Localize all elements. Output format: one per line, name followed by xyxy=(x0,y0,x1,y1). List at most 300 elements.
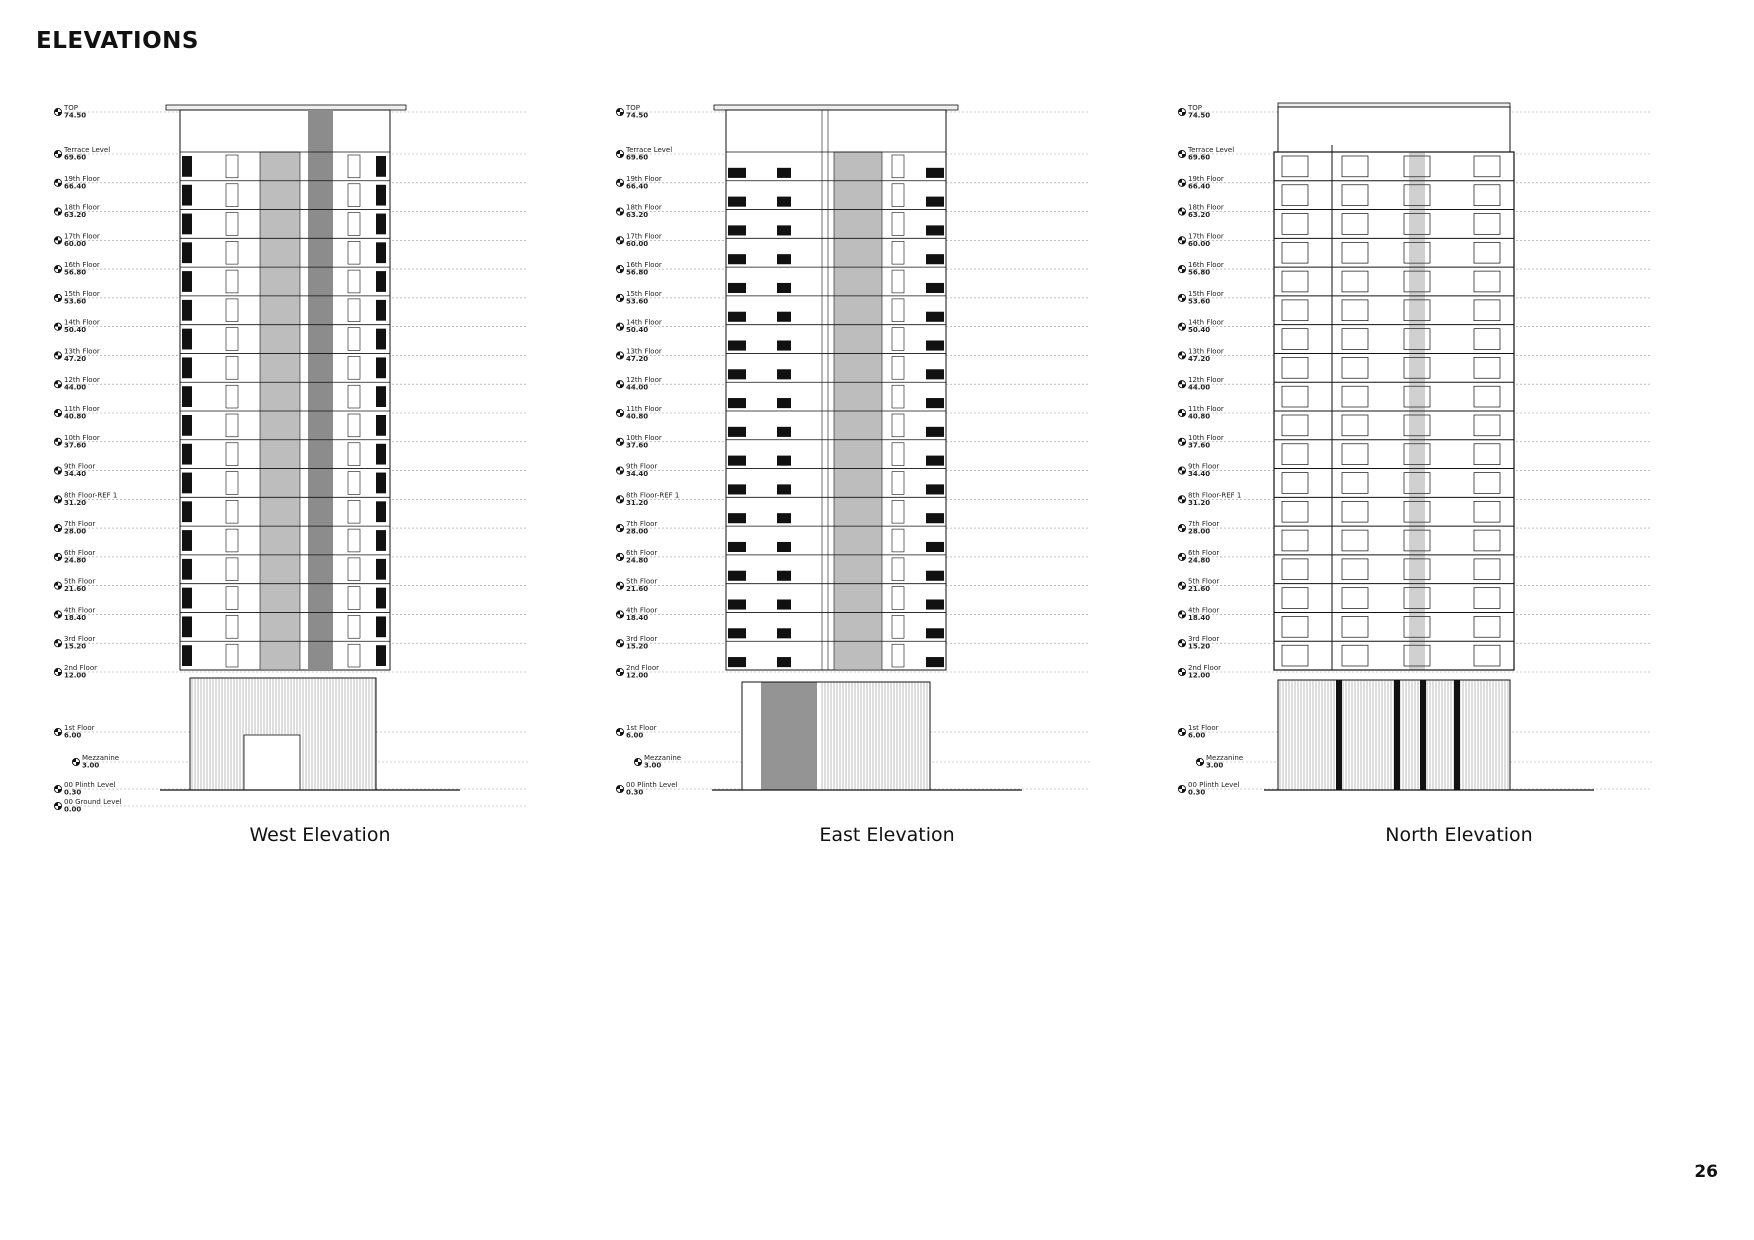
window-left xyxy=(728,456,746,466)
window-right xyxy=(926,513,944,523)
window-mid xyxy=(777,571,791,581)
window-pane xyxy=(1404,386,1430,407)
window-pane xyxy=(1342,645,1368,666)
level-elevation: 12.00 xyxy=(1188,671,1211,680)
level-name: 10th Floor xyxy=(1188,433,1224,442)
window-pane xyxy=(1404,271,1430,292)
balcony-panel xyxy=(226,443,238,466)
roof-slab xyxy=(1278,103,1510,107)
window-mid xyxy=(777,369,791,379)
balcony-panel xyxy=(892,443,904,466)
balcony-panel xyxy=(226,299,238,322)
window-pane xyxy=(1404,473,1430,494)
balcony-panel xyxy=(348,500,360,523)
window-left xyxy=(182,415,192,436)
window-left xyxy=(728,484,746,494)
window-pane xyxy=(1342,501,1368,522)
window-left xyxy=(182,473,192,494)
window-pane xyxy=(1342,214,1368,235)
window-pane xyxy=(1282,329,1308,350)
window-left xyxy=(182,444,192,465)
level-name: 19th Floor xyxy=(626,174,662,183)
level-name: 12th Floor xyxy=(1188,376,1224,385)
level-elevation: 12.00 xyxy=(626,671,649,680)
balcony-panel xyxy=(226,500,238,523)
window-mid xyxy=(777,628,791,638)
window-right xyxy=(376,357,386,378)
window-left xyxy=(728,197,746,207)
window-pane xyxy=(1282,588,1308,609)
west-elevation-caption: West Elevation xyxy=(249,824,391,846)
window-mid xyxy=(777,513,791,523)
window-right xyxy=(926,657,944,667)
window-pane xyxy=(1474,329,1500,350)
level-elevation: 34.40 xyxy=(64,470,87,479)
window-pane xyxy=(1282,530,1308,551)
level-elevation: 44.00 xyxy=(626,383,649,392)
balcony-panel xyxy=(226,155,238,178)
level-name: 8th Floor-REF 1 xyxy=(64,491,118,500)
balcony-panel xyxy=(348,615,360,638)
level-name: 16th Floor xyxy=(64,261,100,270)
balcony-panel xyxy=(892,385,904,408)
window-right xyxy=(376,473,386,494)
level-elevation: 56.80 xyxy=(1188,268,1211,277)
balcony-panel xyxy=(892,241,904,264)
level-elevation: 63.20 xyxy=(1188,211,1211,220)
level-name: 11th Floor xyxy=(64,405,100,413)
level-name: 19th Floor xyxy=(1188,174,1224,183)
level-name: 3rd Floor xyxy=(1188,635,1220,644)
level-name: 1st Floor xyxy=(626,724,657,732)
level-name: 11th Floor xyxy=(626,405,662,413)
level-elevation: 28.00 xyxy=(64,527,87,536)
window-mid xyxy=(777,283,791,293)
balcony-panel xyxy=(226,644,238,667)
level-name: 14th Floor xyxy=(1188,318,1224,327)
window-pane xyxy=(1404,242,1430,263)
window-pane xyxy=(1404,530,1430,551)
window-pane xyxy=(1474,214,1500,235)
window-left xyxy=(728,312,746,322)
balcony-panel xyxy=(348,529,360,552)
balcony-panel xyxy=(226,472,238,495)
window-left xyxy=(182,530,192,551)
window-left xyxy=(182,645,192,666)
window-right xyxy=(376,185,386,206)
window-pane xyxy=(1404,444,1430,465)
window-pane xyxy=(1282,386,1308,407)
level-name: 12th Floor xyxy=(64,376,100,385)
balcony-panel xyxy=(348,270,360,293)
level-elevation: 31.20 xyxy=(64,498,87,507)
podium-column xyxy=(1336,680,1342,790)
level-elevation: 63.20 xyxy=(64,211,87,220)
balcony-panel xyxy=(348,328,360,351)
window-pane xyxy=(1342,473,1368,494)
level-elevation: 74.50 xyxy=(64,111,87,120)
level-elevation: 34.40 xyxy=(1188,470,1211,479)
level-name: 1st Floor xyxy=(64,724,95,732)
level-elevation: 31.20 xyxy=(626,498,649,507)
window-pane xyxy=(1404,415,1430,436)
level-name: Mezzanine xyxy=(1206,754,1244,762)
window-pane xyxy=(1342,242,1368,263)
level-elevation: 40.80 xyxy=(626,412,649,421)
level-name: Terrace Level xyxy=(64,146,111,154)
balcony-panel xyxy=(892,270,904,293)
level-name: 14th Floor xyxy=(64,318,100,327)
level-name: 13th Floor xyxy=(626,347,662,356)
level-name: 00 Plinth Level xyxy=(1188,781,1240,789)
balcony-panel xyxy=(892,500,904,523)
window-left xyxy=(728,283,746,293)
level-elevation: 60.00 xyxy=(1188,239,1211,248)
balcony-panel xyxy=(226,213,238,236)
window-pane xyxy=(1282,300,1308,321)
window-pane xyxy=(1282,501,1308,522)
window-right xyxy=(926,254,944,264)
level-elevation: 24.80 xyxy=(1188,556,1211,565)
window-pane xyxy=(1404,559,1430,580)
level-name: 3rd Floor xyxy=(64,635,96,644)
level-name: 9th Floor xyxy=(626,462,658,471)
level-name: 18th Floor xyxy=(1188,203,1224,212)
level-name: 4th Floor xyxy=(1188,606,1220,615)
balcony-panel xyxy=(892,328,904,351)
window-right xyxy=(376,616,386,637)
window-right xyxy=(926,340,944,350)
balcony-panel xyxy=(348,558,360,581)
window-right xyxy=(376,386,386,407)
level-name: 17th Floor xyxy=(64,232,100,241)
level-elevation: 47.20 xyxy=(626,354,649,363)
window-pane xyxy=(1474,530,1500,551)
window-pane xyxy=(1342,616,1368,637)
window-pane xyxy=(1474,473,1500,494)
window-pane xyxy=(1282,185,1308,206)
level-name: Mezzanine xyxy=(82,754,120,762)
level-elevation: 60.00 xyxy=(626,239,649,248)
level-name: TOP xyxy=(626,104,641,112)
window-pane xyxy=(1474,386,1500,407)
level-elevation: 0.30 xyxy=(1188,788,1206,797)
window-left xyxy=(182,559,192,580)
level-elevation: 50.40 xyxy=(1188,326,1211,335)
level-name: 4th Floor xyxy=(626,606,658,615)
level-name: 13th Floor xyxy=(64,347,100,356)
window-left xyxy=(728,427,746,437)
window-left xyxy=(728,340,746,350)
east-elevation-caption: East Elevation xyxy=(819,824,955,846)
balcony-panel xyxy=(348,356,360,379)
north-elevation-caption: North Elevation xyxy=(1385,824,1533,846)
window-right xyxy=(926,456,944,466)
level-elevation: 37.60 xyxy=(626,441,649,450)
entrance-opening xyxy=(244,735,300,790)
window-pane xyxy=(1342,329,1368,350)
balcony-panel xyxy=(892,472,904,495)
level-elevation: 56.80 xyxy=(64,268,87,277)
window-left xyxy=(182,501,192,522)
level-name: 3rd Floor xyxy=(626,635,658,644)
window-right xyxy=(376,559,386,580)
window-right xyxy=(926,398,944,408)
level-name: 14th Floor xyxy=(626,318,662,327)
balcony-panel xyxy=(892,615,904,638)
balcony-panel xyxy=(892,356,904,379)
window-left xyxy=(728,225,746,235)
level-name: 18th Floor xyxy=(64,203,100,212)
level-name: 8th Floor-REF 1 xyxy=(626,491,680,500)
balcony-panel xyxy=(348,587,360,610)
window-pane xyxy=(1342,156,1368,177)
window-pane xyxy=(1474,588,1500,609)
window-right xyxy=(926,168,944,178)
window-left xyxy=(728,254,746,264)
balcony-panel xyxy=(226,529,238,552)
balcony-panel xyxy=(892,299,904,322)
window-mid xyxy=(777,398,791,408)
window-pane xyxy=(1342,588,1368,609)
window-pane xyxy=(1404,329,1430,350)
window-pane xyxy=(1282,616,1308,637)
window-left xyxy=(728,657,746,667)
level-elevation: 28.00 xyxy=(1188,527,1211,536)
window-pane xyxy=(1282,415,1308,436)
balcony-panel xyxy=(348,472,360,495)
level-elevation: 6.00 xyxy=(1188,731,1206,740)
level-elevation: 40.80 xyxy=(1188,412,1211,421)
window-mid xyxy=(777,197,791,207)
window-right xyxy=(926,283,944,293)
level-elevation: 18.40 xyxy=(626,613,649,622)
level-elevation: 6.00 xyxy=(64,731,82,740)
level-elevation: 74.50 xyxy=(626,111,649,120)
level-elevation: 21.60 xyxy=(626,585,649,594)
window-right xyxy=(376,271,386,292)
level-elevation: 74.50 xyxy=(1188,111,1211,120)
level-name: 16th Floor xyxy=(626,261,662,270)
level-name: 9th Floor xyxy=(64,462,96,471)
window-right xyxy=(376,300,386,321)
window-left xyxy=(728,599,746,609)
window-left xyxy=(182,156,192,177)
window-right xyxy=(376,214,386,235)
window-right xyxy=(926,369,944,379)
window-right xyxy=(926,312,944,322)
level-elevation: 0.00 xyxy=(64,805,82,814)
window-pane xyxy=(1404,214,1430,235)
level-elevation: 24.80 xyxy=(626,556,649,565)
window-pane xyxy=(1474,185,1500,206)
east-elevation-panel xyxy=(612,100,1172,900)
balcony-panel xyxy=(892,529,904,552)
level-elevation: 47.20 xyxy=(1188,354,1211,363)
east-podium xyxy=(712,682,1022,790)
level-name: 5th Floor xyxy=(626,577,658,586)
level-name: 00 Plinth Level xyxy=(626,781,678,789)
balcony-panel xyxy=(348,155,360,178)
window-left xyxy=(182,386,192,407)
level-name: TOP xyxy=(1188,104,1203,112)
level-name: 17th Floor xyxy=(626,232,662,241)
north-podium xyxy=(1264,680,1594,790)
level-elevation: 50.40 xyxy=(626,326,649,335)
level-name: 11th Floor xyxy=(1188,405,1224,413)
level-name: 6th Floor xyxy=(1188,548,1220,557)
balcony-panel xyxy=(348,443,360,466)
window-right xyxy=(926,571,944,581)
window-right xyxy=(926,427,944,437)
balcony-panel xyxy=(348,644,360,667)
window-left xyxy=(728,369,746,379)
level-name: 00 Plinth Level xyxy=(64,781,116,789)
balcony-panel xyxy=(226,558,238,581)
window-left xyxy=(728,542,746,552)
window-pane xyxy=(1404,156,1430,177)
window-mid xyxy=(777,225,791,235)
window-pane xyxy=(1282,357,1308,378)
level-elevation: 34.40 xyxy=(626,470,649,479)
window-right xyxy=(376,242,386,263)
level-elevation: 37.60 xyxy=(64,441,87,450)
window-pane xyxy=(1282,559,1308,580)
window-left xyxy=(728,628,746,638)
window-pane xyxy=(1342,386,1368,407)
level-elevation: 6.00 xyxy=(626,731,644,740)
window-left xyxy=(182,271,192,292)
window-mid xyxy=(777,542,791,552)
level-elevation: 66.40 xyxy=(1188,182,1211,191)
balcony-panel xyxy=(226,615,238,638)
podium-column xyxy=(1454,680,1460,790)
window-pane xyxy=(1342,559,1368,580)
window-pane xyxy=(1342,357,1368,378)
window-pane xyxy=(1404,645,1430,666)
balcony-panel xyxy=(892,644,904,667)
level-name: 2nd Floor xyxy=(626,664,659,672)
level-elevation: 18.40 xyxy=(64,613,87,622)
window-right xyxy=(376,329,386,350)
balcony-panel xyxy=(892,213,904,236)
window-pane xyxy=(1474,271,1500,292)
window-right xyxy=(376,501,386,522)
balcony-panel xyxy=(892,184,904,207)
level-name: Terrace Level xyxy=(626,146,673,154)
level-elevation: 44.00 xyxy=(64,383,87,392)
roof-slab xyxy=(714,105,958,110)
level-name: 19th Floor xyxy=(64,174,100,183)
window-right xyxy=(926,484,944,494)
window-left xyxy=(182,214,192,235)
level-elevation: 53.60 xyxy=(1188,297,1211,306)
level-name: TOP xyxy=(64,104,79,112)
level-elevation: 3.00 xyxy=(82,761,100,770)
podium-column xyxy=(1420,680,1426,790)
window-left xyxy=(728,398,746,408)
window-pane xyxy=(1342,444,1368,465)
level-elevation: 0.30 xyxy=(626,788,644,797)
east-building xyxy=(712,105,1022,790)
window-right xyxy=(376,415,386,436)
window-right xyxy=(376,156,386,177)
level-elevation: 60.00 xyxy=(64,239,87,248)
balcony-panel xyxy=(226,385,238,408)
window-mid xyxy=(777,456,791,466)
level-elevation: 31.20 xyxy=(1188,498,1211,507)
podium-column xyxy=(1394,680,1400,790)
level-elevation: 0.30 xyxy=(64,788,82,797)
level-name: 15th Floor xyxy=(64,289,100,298)
balcony-panel xyxy=(226,328,238,351)
window-pane xyxy=(1282,156,1308,177)
level-elevation: 53.60 xyxy=(626,297,649,306)
level-name: 17th Floor xyxy=(1188,232,1224,241)
window-pane xyxy=(1404,185,1430,206)
level-name: 8th Floor-REF 1 xyxy=(1188,491,1242,500)
level-name: Mezzanine xyxy=(644,754,682,762)
level-name: 6th Floor xyxy=(64,548,96,557)
level-elevation: 3.00 xyxy=(644,761,662,770)
balcony-panel xyxy=(226,414,238,437)
window-pane xyxy=(1474,357,1500,378)
window-right xyxy=(376,645,386,666)
window-mid xyxy=(777,168,791,178)
window-mid xyxy=(777,484,791,494)
window-pane xyxy=(1282,271,1308,292)
balcony-panel xyxy=(226,356,238,379)
stair-core xyxy=(308,110,333,670)
roof-slab xyxy=(166,105,406,110)
window-right xyxy=(926,542,944,552)
balcony-panel xyxy=(892,558,904,581)
level-elevation: 69.60 xyxy=(1188,153,1211,162)
level-elevation: 28.00 xyxy=(626,527,649,536)
level-elevation: 50.40 xyxy=(64,326,87,335)
west-building xyxy=(160,105,460,790)
window-pane xyxy=(1342,415,1368,436)
window-pane xyxy=(1282,645,1308,666)
window-right xyxy=(376,588,386,609)
window-left xyxy=(182,300,192,321)
level-elevation: 15.20 xyxy=(626,642,649,651)
level-elevation: 21.60 xyxy=(64,585,87,594)
west-podium xyxy=(160,678,460,790)
window-right xyxy=(376,530,386,551)
level-name: 9th Floor xyxy=(1188,462,1220,471)
window-mid xyxy=(777,340,791,350)
window-mid xyxy=(777,657,791,667)
level-elevation: 44.00 xyxy=(1188,383,1211,392)
north-elevation-panel xyxy=(1174,100,1734,900)
level-name: 5th Floor xyxy=(1188,577,1220,586)
level-name: Terrace Level xyxy=(1188,146,1235,154)
level-elevation: 18.40 xyxy=(1188,613,1211,622)
north-elevation-drawing xyxy=(1174,100,1734,900)
level-name: 12th Floor xyxy=(626,376,662,385)
window-pane xyxy=(1404,300,1430,321)
west-elevation-panel xyxy=(50,100,610,900)
window-pane xyxy=(1404,616,1430,637)
window-mid xyxy=(777,427,791,437)
window-left xyxy=(728,168,746,178)
level-elevation: 15.20 xyxy=(64,642,87,651)
balcony-panel xyxy=(226,587,238,610)
level-marker xyxy=(54,798,528,814)
window-pane xyxy=(1404,588,1430,609)
level-name: 2nd Floor xyxy=(64,664,97,672)
